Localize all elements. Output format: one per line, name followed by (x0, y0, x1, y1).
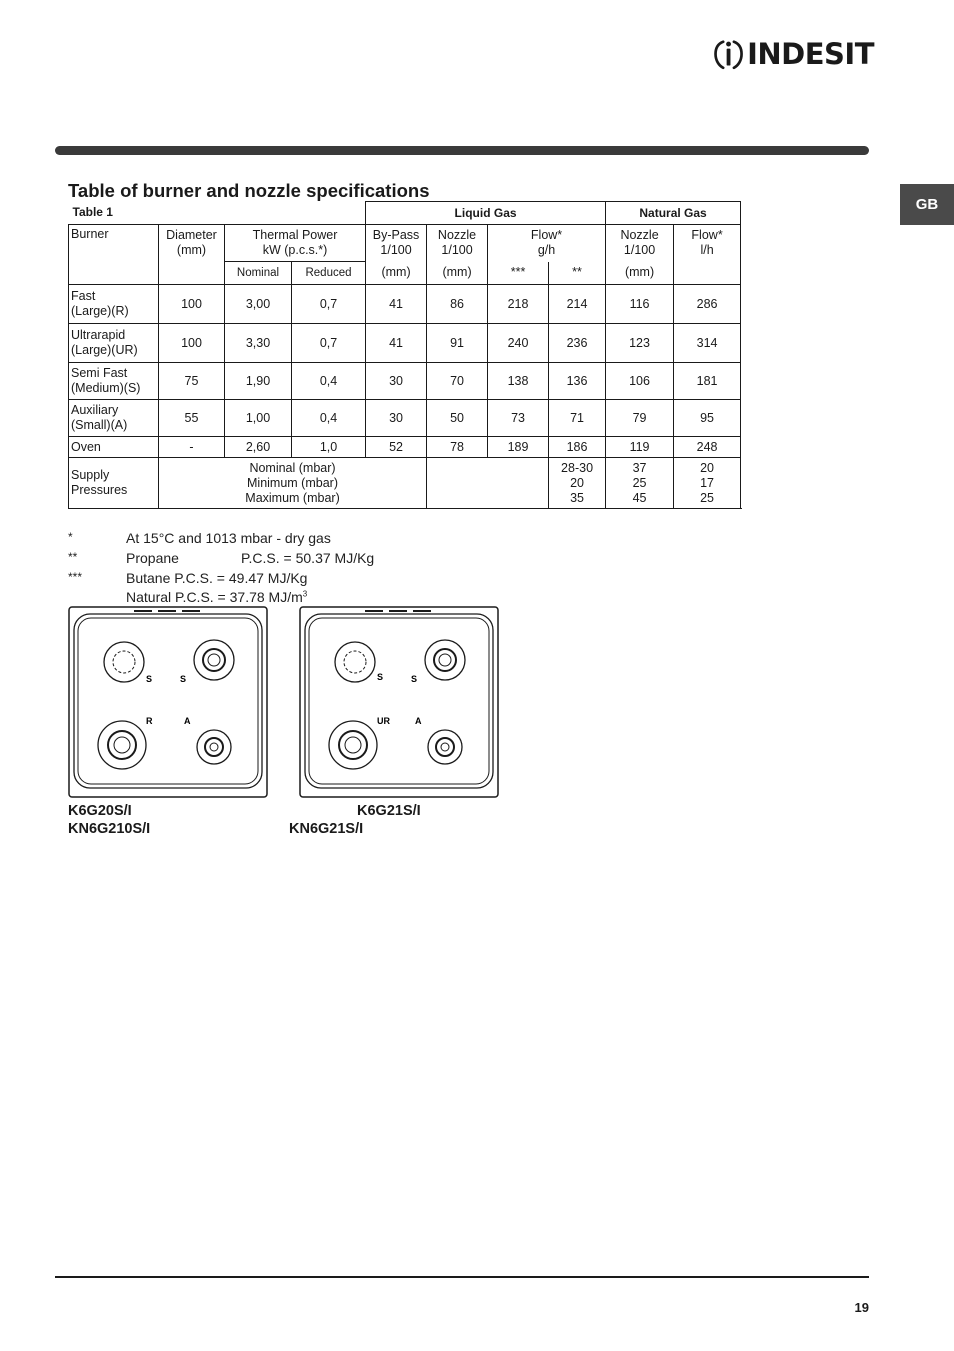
page-title: Table of burner and nozzle specifications (68, 180, 430, 201)
table-group-header (69, 202, 741, 225)
brand-name: INDESIT (747, 37, 874, 71)
table-header-row (69, 225, 741, 262)
cell: 214 (549, 285, 606, 324)
cell: 1,90 (225, 363, 292, 400)
burner-label-3: A (184, 716, 191, 726)
cell: 41 (366, 324, 427, 363)
table-row (69, 285, 741, 324)
burner-label-1: S (180, 674, 187, 684)
cell: 28-30 20 35 (549, 458, 606, 509)
language-tab: GB (900, 184, 954, 225)
cell: 136 (549, 363, 606, 400)
cell: 78 (427, 437, 488, 458)
cell (427, 458, 549, 509)
col-bypass: By-Pass 1/100 (366, 225, 427, 262)
cell: 314 (674, 324, 741, 363)
col-nozzle-ng: Nozzle 1/100 (606, 225, 674, 262)
cell: 86 (427, 285, 488, 324)
cell: 50 (427, 400, 488, 437)
burner-label-1: S (411, 674, 418, 684)
col-flow-lg: Flow* g/h (488, 225, 606, 262)
hob-top-icon (299, 606, 499, 798)
hob-top-icon (68, 606, 268, 798)
cell: 20 17 25 (674, 458, 741, 509)
cell: 248 (674, 437, 741, 458)
col-nozzle-lg: Nozzle 1/100 (427, 225, 488, 262)
table-row (69, 437, 741, 458)
cell: 189 (488, 437, 549, 458)
cell: 218 (488, 285, 549, 324)
bottom-rule (55, 1276, 869, 1278)
cell: 79 (606, 400, 674, 437)
model-name: KN6G21S/I (289, 821, 364, 837)
model-name: KN6G210S/I (68, 821, 151, 837)
cell: - (159, 437, 225, 458)
natural-gas-header: Natural Gas (606, 202, 741, 225)
cell: 0,7 (292, 285, 366, 324)
cell: 95 (674, 400, 741, 437)
cell: 91 (427, 324, 488, 363)
cell: 181 (674, 363, 741, 400)
col-reduced: Reduced (292, 262, 366, 285)
cell: 186 (549, 437, 606, 458)
cell: 1,0 (292, 437, 366, 458)
cell: 73 (488, 400, 549, 437)
cell: 2,60 (225, 437, 292, 458)
col-flow-ng: Flow* l/h (674, 225, 741, 262)
cell: 138 (488, 363, 549, 400)
burner-label-0: S (377, 672, 384, 682)
cell: 71 (549, 400, 606, 437)
table-row (69, 363, 741, 400)
brand-logo (714, 32, 874, 76)
table-row (69, 400, 741, 437)
burner-name: Ultrarapid (Large)(UR) (69, 324, 159, 363)
burner-name: Semi Fast (Medium)(S) (69, 363, 159, 400)
col-burner: Burner (69, 225, 159, 285)
col-thermal-power: Thermal Power kW (p.c.s.*) (225, 225, 366, 262)
table-row (69, 324, 741, 363)
cell: 240 (488, 324, 549, 363)
col-nozzle-ng-unit: (mm) (606, 262, 674, 285)
cell: 116 (606, 285, 674, 324)
cell: 123 (606, 324, 674, 363)
table-label: Table 1 (72, 205, 113, 220)
col-diameter: Diameter (mm) (159, 225, 225, 262)
cell: 41 (366, 285, 427, 324)
cell: 100 (159, 285, 225, 324)
model-name: K6G21S/I (357, 803, 421, 819)
col-bypass-unit: (mm) (366, 262, 427, 285)
cell: 52 (366, 437, 427, 458)
cell: 0,4 (292, 400, 366, 437)
burner-name: Supply Pressures (69, 458, 159, 509)
cell: 3,30 (225, 324, 292, 363)
col-nozzle-lg-unit: (mm) (427, 262, 488, 285)
cell: 75 (159, 363, 225, 400)
cell: 70 (427, 363, 488, 400)
table-subheader-row (69, 262, 741, 285)
cell: 1,00 (225, 400, 292, 437)
burner-label-3: A (415, 716, 422, 726)
burner-name: Oven (69, 437, 159, 458)
cell: 55 (159, 400, 225, 437)
hob-diagram (299, 606, 499, 798)
burner-label-2: UR (377, 716, 390, 726)
burner-label-0: S (146, 674, 153, 684)
col-flow-propane: ** (549, 262, 606, 285)
cell: 236 (549, 324, 606, 363)
col-nominal: Nominal (225, 262, 292, 285)
hob-diagram (68, 606, 268, 798)
supply-labels: Nominal (mbar) Minimum (mbar) Maximum (mbar) (159, 458, 427, 509)
burner-spec-table (68, 201, 741, 509)
burner-label-2: R (146, 716, 153, 726)
burner-name: Fast (Large)(R) (69, 285, 159, 324)
model-name: K6G20S/I (68, 803, 132, 819)
cell: 0,4 (292, 363, 366, 400)
liquid-gas-header: Liquid Gas (366, 202, 606, 225)
cell: 30 (366, 400, 427, 437)
cell: 100 (159, 324, 225, 363)
burner-name: Auxiliary (Small)(A) (69, 400, 159, 437)
cell: 286 (674, 285, 741, 324)
indesit-logo-icon (714, 32, 743, 76)
page-number: 19 (854, 1300, 869, 1315)
cell: 37 25 45 (606, 458, 674, 509)
cell: 119 (606, 437, 674, 458)
cell: 106 (606, 363, 674, 400)
cell: 30 (366, 363, 427, 400)
cell: 0,7 (292, 324, 366, 363)
col-flow-butane: *** (488, 262, 549, 285)
table-row-supply (69, 458, 741, 509)
top-rule (55, 146, 869, 155)
cell: 3,00 (225, 285, 292, 324)
